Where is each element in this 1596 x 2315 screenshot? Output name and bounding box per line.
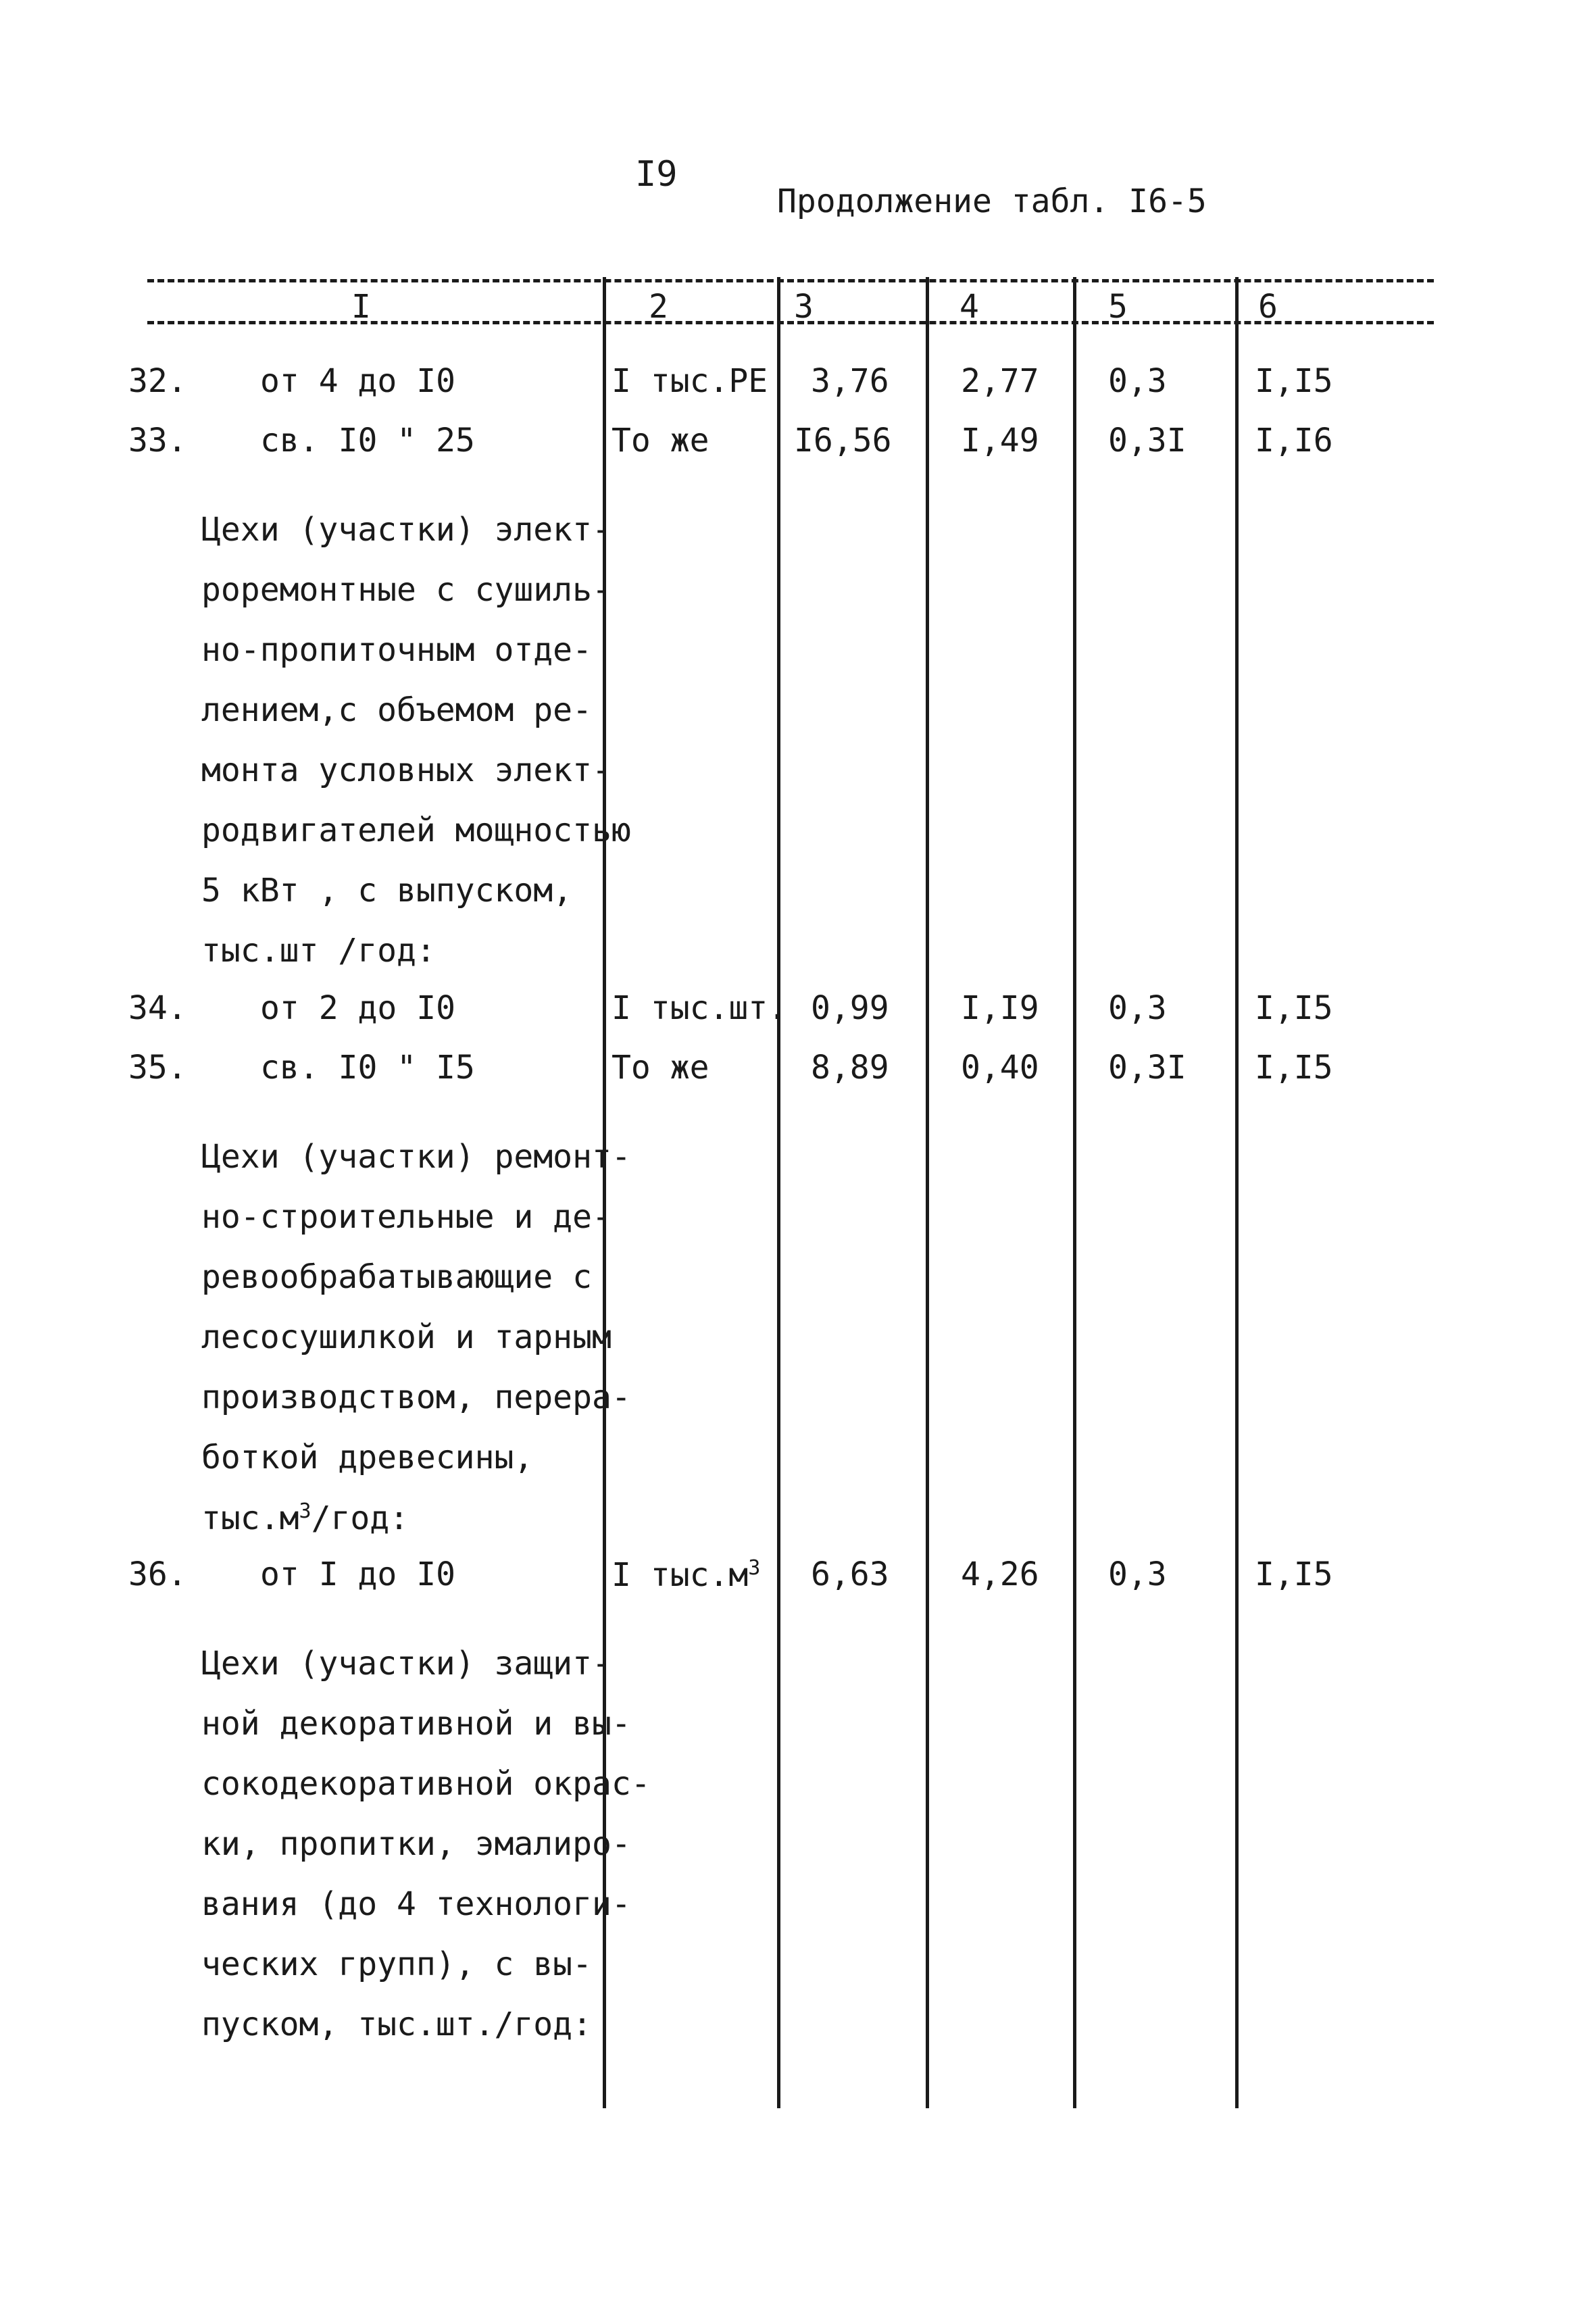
cell-col3: 3,76 <box>811 362 889 400</box>
cell-col6: I,I5 <box>1255 362 1333 400</box>
row-unit <box>612 1556 761 1594</box>
row-number: 36. <box>128 1555 187 1593</box>
col-header-1: I <box>351 288 371 326</box>
section-line: но-пропиточным отде- <box>201 631 592 669</box>
row-unit: I тыс.шт. <box>612 989 788 1027</box>
row-label: от I до I0 <box>260 1555 455 1593</box>
col-rule-3 <box>926 277 929 2108</box>
row-unit: I тыс.РЕ <box>612 362 768 400</box>
unit-text: /год: <box>311 1499 409 1537</box>
cell-col4: 0,40 <box>961 1049 1039 1087</box>
section-line: боткой древесины, <box>201 1439 534 1476</box>
section-line: роремонтные с сушиль- <box>201 571 612 609</box>
section-line: ческих групп), с вы- <box>201 1945 592 1983</box>
cell-col5: 0,3 <box>1108 1555 1167 1593</box>
section-line: Цехи (участки) элект- <box>201 511 612 549</box>
section-line: родвигателей мощностью <box>201 812 631 849</box>
cell-col5: 0,3 <box>1108 362 1167 400</box>
section-line: Цехи (участки) защит- <box>201 1645 612 1683</box>
col-rule-2 <box>777 277 780 2108</box>
row-number: 34. <box>128 989 187 1027</box>
col-header-3: 3 <box>794 288 814 326</box>
section-line: лесосушилкой и тарным <box>201 1318 612 1356</box>
section-line: вания (до 4 технологи- <box>201 1885 631 1923</box>
cell-col6: I,I5 <box>1255 1555 1333 1593</box>
unit-superscript: 3 <box>748 1556 761 1580</box>
row-number: 32. <box>128 362 187 400</box>
row-label: св. I0 " 25 <box>260 422 475 459</box>
col-header-4: 4 <box>959 288 979 326</box>
section-line: монта условных элект- <box>201 751 612 789</box>
header-rule-top <box>147 279 1434 282</box>
section-line: тыс.шт /год: <box>201 932 436 970</box>
section-line: ной декоративной и вы- <box>201 1705 631 1743</box>
section-line: но-строительные и де- <box>201 1198 612 1236</box>
cell-col6: I,I5 <box>1255 989 1333 1027</box>
col-header-2: 2 <box>649 288 668 326</box>
cell-col4: 2,77 <box>961 362 1039 400</box>
section-line: производством, перера- <box>201 1378 631 1416</box>
section-line: пуском, тыс.шт./год: <box>201 2006 592 2043</box>
cell-col5: 0,3 <box>1108 989 1167 1027</box>
header-rule-bottom <box>147 321 1434 324</box>
section-line <box>201 1501 409 1535</box>
cell-col3: 6,63 <box>811 1555 889 1593</box>
row-unit: То же <box>612 1049 709 1087</box>
row-unit: То же <box>612 422 709 459</box>
unit-superscript: 3 <box>299 1499 311 1523</box>
cell-col3: 0,99 <box>811 989 889 1027</box>
continuation-caption: Продолжение табл. I6-5 <box>777 182 1207 220</box>
section-line: лением,с объемом ре- <box>201 691 592 729</box>
cell-col4: I,49 <box>961 422 1039 459</box>
cell-col5: 0,3I <box>1108 422 1187 459</box>
cell-col3: I6,56 <box>794 422 892 459</box>
cell-col5: 0,3I <box>1108 1049 1187 1087</box>
cell-col6: I,I6 <box>1255 422 1333 459</box>
section-line: сокодекоративной окрас- <box>201 1765 651 1803</box>
section-line: ки, пропитки, эмалиро- <box>201 1825 631 1863</box>
col-header-5: 5 <box>1108 288 1128 326</box>
cell-col4: 4,26 <box>961 1555 1039 1593</box>
row-label: св. I0 " I5 <box>260 1049 475 1087</box>
row-number: 35. <box>128 1049 187 1087</box>
unit-text: тыс.м <box>201 1499 299 1537</box>
unit-text: I тыс.м <box>612 1556 749 1594</box>
col-rule-4 <box>1073 277 1076 2108</box>
page-number: I9 <box>635 154 678 195</box>
row-number: 33. <box>128 422 187 459</box>
section-line: 5 кВт , с выпуском, <box>201 872 573 910</box>
col-header-6: 6 <box>1258 288 1278 326</box>
row-label: от 4 до I0 <box>260 362 455 400</box>
row-label: от 2 до I0 <box>260 989 455 1027</box>
section-line: Цехи (участки) ремонт- <box>201 1138 631 1176</box>
col-rule-5 <box>1235 277 1239 2108</box>
section-line: ревообрабатывающие с <box>201 1258 592 1296</box>
cell-col3: 8,89 <box>811 1049 889 1087</box>
cell-col6: I,I5 <box>1255 1049 1333 1087</box>
cell-col4: I,I9 <box>961 989 1039 1027</box>
